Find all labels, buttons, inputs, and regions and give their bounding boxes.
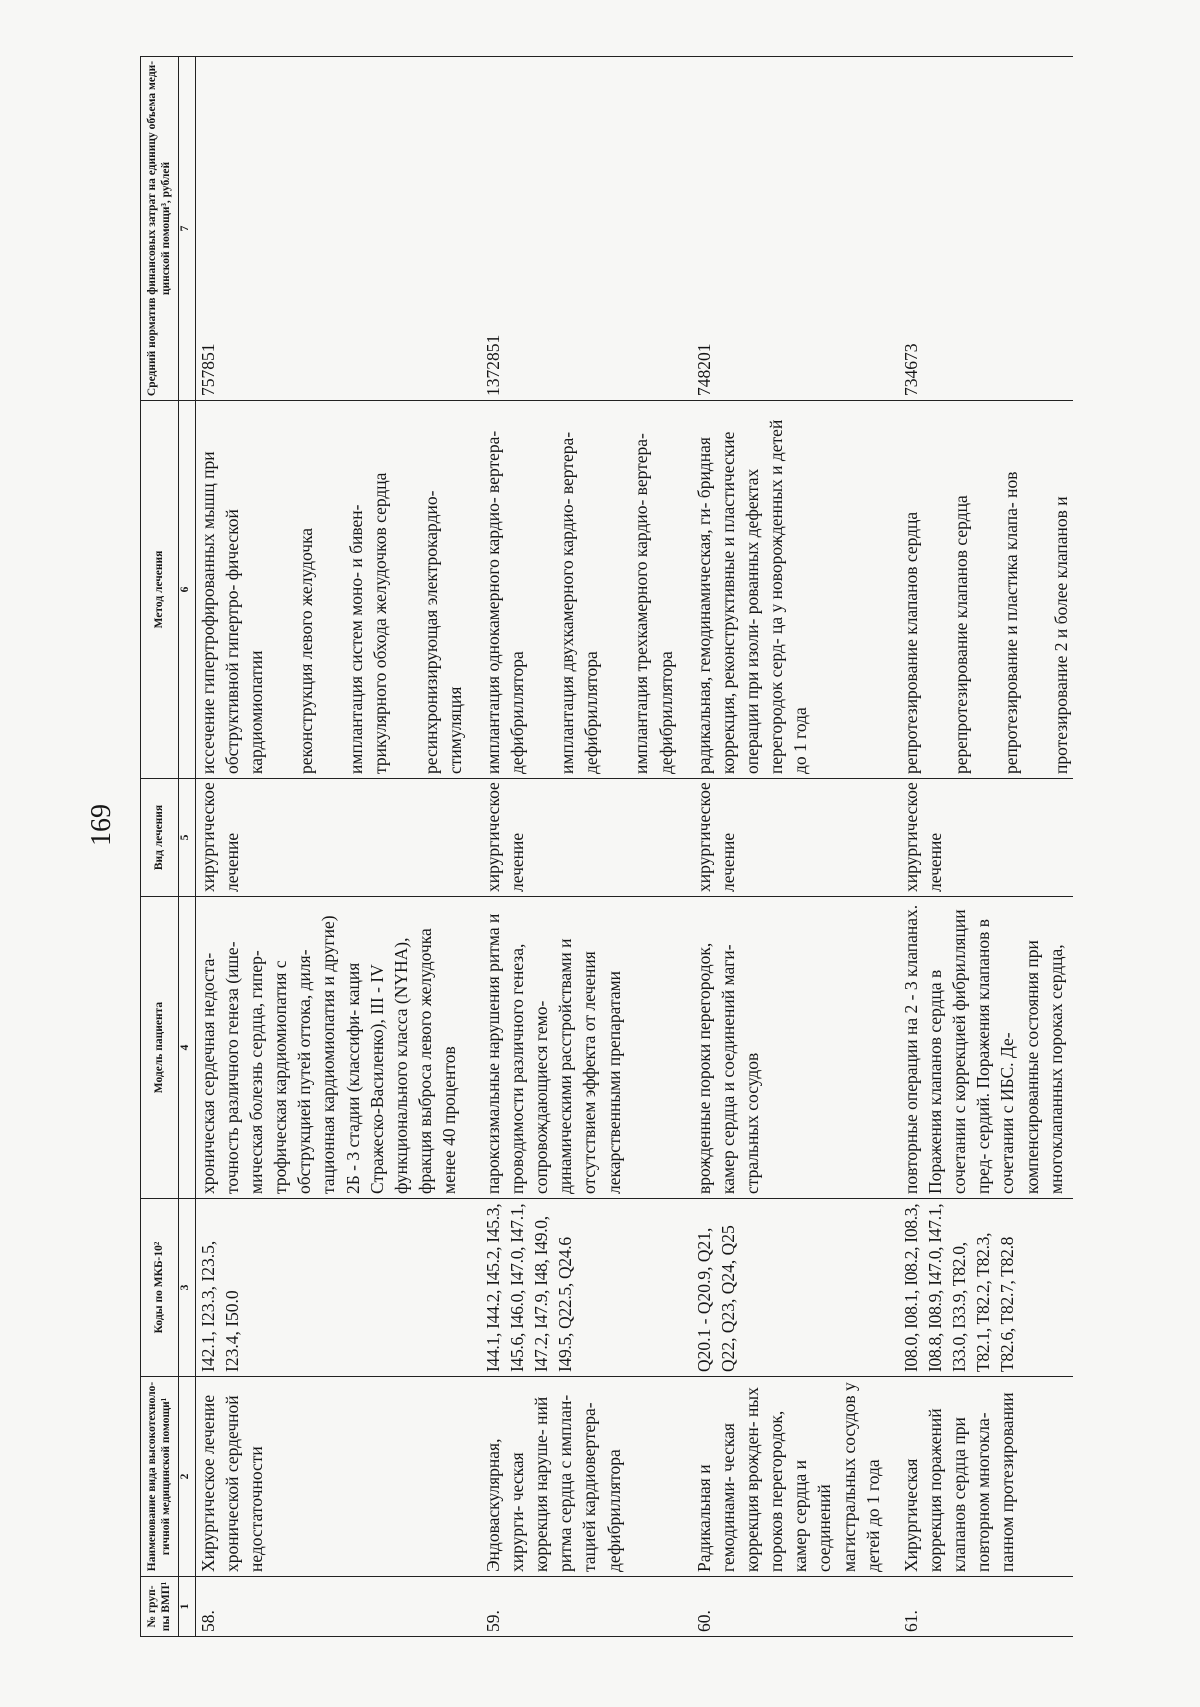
- vmp-name: Хирургическое лечение хронической сердечной недостаточности: [195, 1377, 481, 1577]
- treatment-method: репротезирование и пластика клапа- нов: [1001, 471, 1022, 774]
- header-treatment-type: Вид лечения: [141, 779, 179, 897]
- treatment-methods: [899, 401, 1074, 779]
- treatment-type: хирургическое лечение: [692, 779, 899, 897]
- table-row: [481, 57, 692, 1637]
- icd-codes: I44.1, I44.2, I45.2, I45.3, I45.6, I46.0, I47.0, I47.1, I47.2, I47.9, I48, I49.0, I49.5, Q22.5, Q24.6: [481, 1199, 692, 1377]
- group-number: 58.: [195, 1577, 481, 1637]
- treatment-method: ресинхронизирующая электрокардио- стимуляция: [420, 490, 465, 774]
- table-header-row: [141, 57, 179, 1637]
- treatment-methods: [692, 401, 899, 779]
- average-cost: 734673: [899, 57, 1074, 401]
- group-number: 61.: [899, 1577, 1074, 1637]
- table-row: [692, 57, 899, 1637]
- column-number-row: [178, 57, 195, 1637]
- column-number: 6: [178, 401, 195, 779]
- patient-model: врожденные пороки перегородок, камер сердца и соединений маги- стральных сосудов: [692, 897, 899, 1199]
- header-average-cost: Средний норматив финансовых затрат на единицу объема меди- цинской помощи³, рублей: [141, 57, 179, 401]
- treatment-type: хирургическое лечение: [899, 779, 1074, 897]
- treatment-methods: [195, 401, 481, 779]
- average-cost: 757851: [195, 57, 481, 401]
- vmp-name: Радикальная и гемодинами- ческая коррекция врожден- ных пороков перегородок, камер сердца и соединений магистральных сосудов у детей до 1 года: [692, 1377, 899, 1577]
- patient-model: пароксизмальные нарушения ритма и проводимости различного генеза, сопровождающиеся гемо- динамическими расстройствами и отсутствием эффекта от лечения лекарственными препаратами: [481, 897, 692, 1199]
- treatment-method: имплантация двухкамерного кардио- вертера-дефибриллятора: [557, 431, 602, 774]
- patient-model: хроническая сердечная недоста- точность различного генеза (ише- мическая болезнь сердца, гипер- трофическая кардиомиопатия с обструкцией путей оттока, диля- тационная кардиомиопатия и другие) 2Б - 3 стадии (классифи- кация Стражеско-Василенко), III - IV функционального класса (NYHA), фракция выброса левого желудочка менее 40 процентов: [195, 897, 481, 1199]
- column-number: 2: [178, 1377, 195, 1577]
- column-number: 7: [178, 57, 195, 401]
- treatment-type: хирургическое лечение: [481, 779, 692, 897]
- patient-model: повторные операции на 2 - 3 клапанах. Поражения клапанов сердца в сочетании с коррекцией фибрилляции пред- сердий. Поражения клапанов в сочетании с ИБС. Де- компенсированные состояния при многоклапанных пороках сердца,: [899, 897, 1074, 1199]
- column-number: 3: [178, 1199, 195, 1377]
- treatment-type: хирургическое лечение: [195, 779, 481, 897]
- icd-codes: I08.0, I08.1, I08.2, I08.3, I08.8, I08.9, I47.0, I47.1, I33.0, I33.9, T82.0, T82.1, T82.2, T82.3, T82.6, T82.7, T82.8: [899, 1199, 1074, 1377]
- group-number: 60.: [692, 1577, 899, 1637]
- header-treatment-method: Метод лечения: [141, 401, 179, 779]
- treatment-method: имплантация трехкамерного кардио- вертера-дефибриллятора: [631, 433, 676, 774]
- column-number: 5: [178, 779, 195, 897]
- treatment-method: иссечение гипертрофированных мышц при обструктивной гипертро- фической кардиомиопатии: [197, 451, 267, 774]
- treatment-method: реконструкция левого желудочка: [296, 527, 317, 774]
- treatment-method: имплантация однокамерного кардио- вертера-дефибриллятора: [482, 430, 528, 774]
- header-icd-codes: Коды по МКБ-10²: [141, 1199, 179, 1377]
- header-group-number: № груп- пы ВМП¹: [141, 1577, 179, 1637]
- treatment-method: радикальная, гемодинамическая, ги- бридная коррекция, реконструктивные и пластические операции при изоли- рованных дефектах перегородок серд- ца у новорожденных и детей до 1 года: [693, 419, 811, 774]
- icd-codes: Q20.1 - Q20.9, Q21, Q22, Q23, Q24, Q25: [692, 1199, 899, 1377]
- treatment-method: ререпротезирование клапанов сердца: [950, 495, 971, 774]
- treatment-method: протезирование 2 и более клапанов и: [1051, 496, 1072, 774]
- column-number: 4: [178, 897, 195, 1199]
- vmp-name: Хирургическая коррекция поражений клапанов сердца при повторном многокла- панном протезировании: [899, 1377, 1074, 1577]
- treatment-method: имплантация систем моно- и бивен- трикулярного обхода желудочков сердца: [346, 472, 391, 774]
- average-cost: 748201: [692, 57, 899, 401]
- treatment-method: репротезирование клапанов сердца: [900, 511, 921, 774]
- header-patient-model: Модель пациента: [141, 897, 179, 1199]
- column-number: 1: [178, 1577, 195, 1637]
- header-vmp-name: Наименование вида высокотехноло- гичной медицинской помощи¹: [141, 1377, 179, 1577]
- group-number: 59.: [481, 1577, 692, 1637]
- average-cost: 1372851: [481, 57, 692, 401]
- vmp-table: [140, 56, 1073, 1637]
- icd-codes: I42.1, I23.3, I23.5, I23.4, I50.0: [195, 1199, 481, 1377]
- page-number: 169: [86, 804, 117, 846]
- vmp-name: Эндоваскулярная, хирурги- ческая коррекция наруше- ний ритма сердца с имплан- тацией кардиовертера- дефибриллятора: [481, 1377, 692, 1577]
- table-row: [899, 57, 1074, 1637]
- treatment-methods: [481, 401, 692, 779]
- rotated-page: [135, 42, 1200, 1642]
- table-row: [195, 57, 481, 1637]
